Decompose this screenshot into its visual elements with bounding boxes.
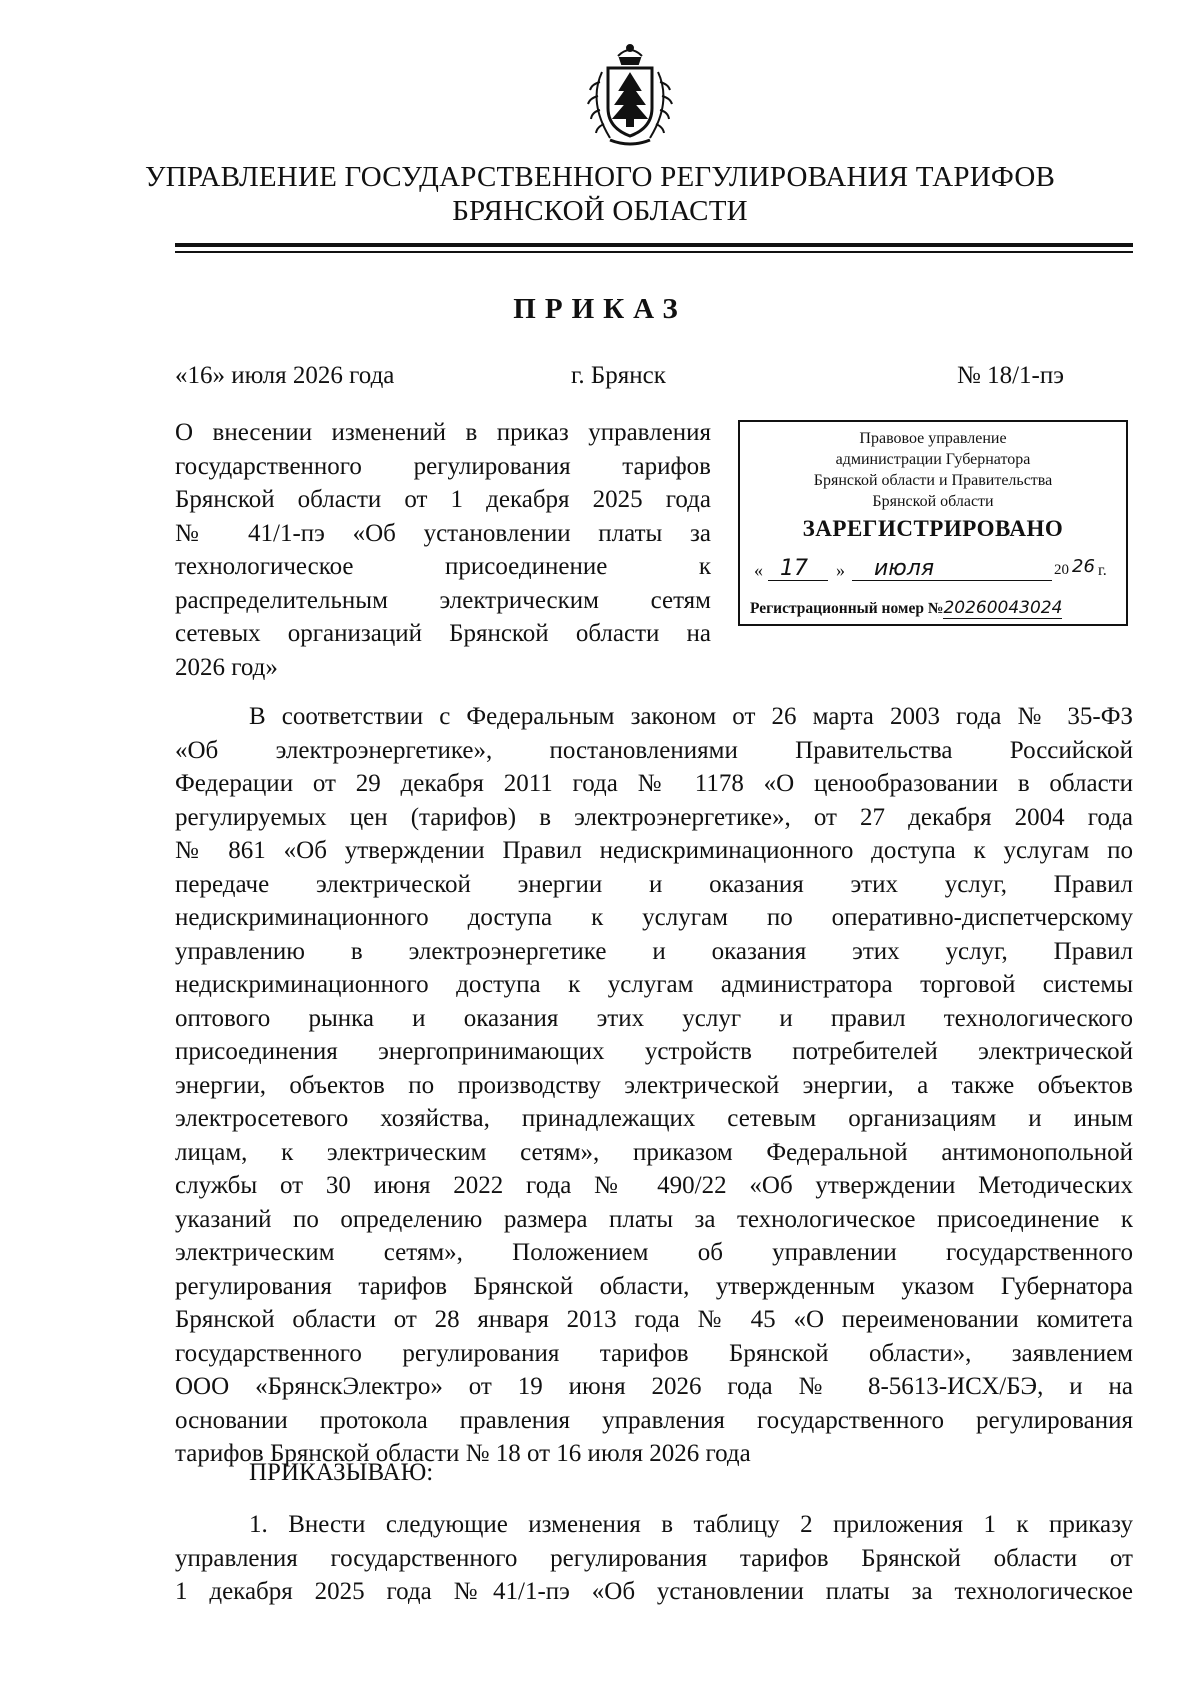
- paragraph-line: службы от 30 июня 2022 года № 490/22 «Об утверждении Методических: [175, 1172, 1133, 1199]
- paragraph-line: лицам, к электрическим сетям», приказом Федеральной антимонопольной: [175, 1138, 1133, 1166]
- paragraph-line: В соответствии с Федеральным законом от 26 марта 2003 года № 35-ФЗ: [249, 703, 1133, 730]
- paragraph-line: оптового рынка и оказания этих услуг и правил технологического: [175, 1004, 1133, 1032]
- document-title: ПРИКАЗ: [513, 293, 687, 325]
- stamp-date-row: [754, 556, 1120, 590]
- stamp-line: Брянской области и Правительства: [813, 472, 1053, 489]
- order-word: ПРИКАЗЫВАЮ:: [249, 1459, 434, 1486]
- stamp-month-handwritten: июля: [874, 556, 935, 581]
- paragraph-line: регулирования тарифов Брянской области, утвержденным указом Губернатора: [175, 1272, 1133, 1300]
- paragraph-line: основании протокола правления управления государственного регулирования: [175, 1406, 1133, 1434]
- order-item-1: [175, 1508, 1133, 1609]
- order-subject: [175, 416, 711, 684]
- paragraph-line: недискриминационного доступа к услугам администратора торговой системы: [175, 971, 1133, 998]
- stamp-day-handwritten: 17: [780, 556, 808, 581]
- paragraph-line: Брянской области от 28 января 2013 года № 45 «О переименовании комитета: [175, 1306, 1133, 1333]
- stamp-line: Правовое управление: [859, 430, 1007, 447]
- order-date: «16» июля 2026 года: [175, 362, 395, 389]
- stamp-registration-number: [750, 598, 1120, 618]
- subject-line: 2026 год»: [175, 653, 278, 681]
- stamp-regnum-label: Регистрационный номер №: [750, 600, 944, 617]
- paragraph-line: энергии, объектов по производству электрической энергии, а также объектов: [175, 1071, 1133, 1099]
- paragraph-line: 1. Внести следующие изменения в таблицу 2 приложения 1 к приказу: [249, 1511, 1133, 1538]
- paragraph-line: ООО «БрянскЭлектро» от 19 июня 2026 года № 8-5613-ИСХ/БЭ, и на: [175, 1373, 1133, 1400]
- stamp-line: Брянской области: [872, 493, 994, 510]
- paragraph-line: управления государственного регулирования тарифов Брянской области от: [175, 1544, 1133, 1572]
- paragraph-line: присоединения энергопринимающих устройств потребителей электрической: [175, 1038, 1133, 1065]
- paragraph-line: тарифов Брянской области № 18 от 16 июля 2026 года: [175, 1440, 751, 1467]
- paragraph-line: регулируемых цен (тарифов) в электроэнергетике», от 27 декабря 2004 года: [175, 803, 1133, 831]
- order-city: г. Брянск: [571, 362, 666, 389]
- paragraph-line: № 861 «Об утверждении Правил недискриминационного доступа к услугам по: [175, 837, 1133, 864]
- subject-line: технологическое присоединение к: [175, 553, 711, 580]
- subject-line: № 41/1-пэ «Об установлении платы за: [175, 519, 711, 547]
- stamp-year-prefix: 20: [1054, 562, 1069, 578]
- paragraph-line: Федерации от 29 декабря 2011 года № 1178 «О ценообразовании в области: [175, 770, 1133, 797]
- organization-name-line1: УПРАВЛЕНИЕ ГОСУДАРСТВЕННОГО РЕГУЛИРОВАНИЯ ТАРИФОВ: [144, 161, 1056, 193]
- paragraph-line: электрическим сетям», Положением об управлении государственного: [175, 1239, 1133, 1266]
- organization-name-line2: БРЯНСКОЙ ОБЛАСТИ: [452, 195, 748, 227]
- subject-line: государственного регулирования тарифов: [175, 452, 711, 480]
- registration-stamp: [738, 420, 1128, 626]
- paragraph-line: недискриминационного доступа к услугам по оперативно-диспетчерскому: [175, 904, 1133, 931]
- stamp-registered: ЗАРЕГИСТРИРОВАНО: [802, 516, 1064, 541]
- paragraph-line: государственного регулирования тарифов Брянской области», заявлением: [175, 1339, 1133, 1367]
- order-number: № 18/1-пэ: [957, 362, 1064, 389]
- stamp-year-unit: г.: [1098, 562, 1107, 579]
- subject-line: распределительным электрическим сетям: [175, 586, 711, 614]
- paragraph-line: передаче электрической энергии и оказания этих услуг, Правил: [175, 870, 1133, 898]
- coat-of-arms-icon: [570, 42, 690, 150]
- stamp-open-quote: «: [754, 560, 763, 580]
- paragraph-line: указаний по определению размера платы за технологическое присоединение к: [175, 1205, 1133, 1233]
- paragraph-line: 1 декабря 2025 года №41/1-пэ «Об установлении платы за технологическое: [175, 1578, 1133, 1605]
- stamp-year-handwritten: 26: [1072, 556, 1095, 577]
- header-divider-thick: [175, 243, 1133, 247]
- paragraph-line: «Об электроэнергетике», постановлениями Правительства Российской: [175, 736, 1133, 764]
- paragraph-line: управлению в электроэнергетике и оказания этих услуг, Правил: [175, 937, 1133, 965]
- stamp-close-quote: »: [836, 560, 845, 580]
- stamp-regnum-handwritten: 20260043024: [943, 598, 1063, 618]
- preamble-paragraph: [175, 700, 1133, 1471]
- subject-line: Брянской области от 1 декабря 2025 года: [175, 486, 711, 513]
- stamp-line: администрации Губернатора: [835, 451, 1031, 468]
- subject-line: О внесении изменений в приказ управления: [175, 419, 711, 446]
- header-divider-thin: [175, 251, 1133, 253]
- paragraph-line: электросетевого хозяйства, принадлежащих сетевым организациям и иным: [175, 1105, 1133, 1132]
- subject-line: сетевых организаций Брянской области на: [175, 620, 711, 647]
